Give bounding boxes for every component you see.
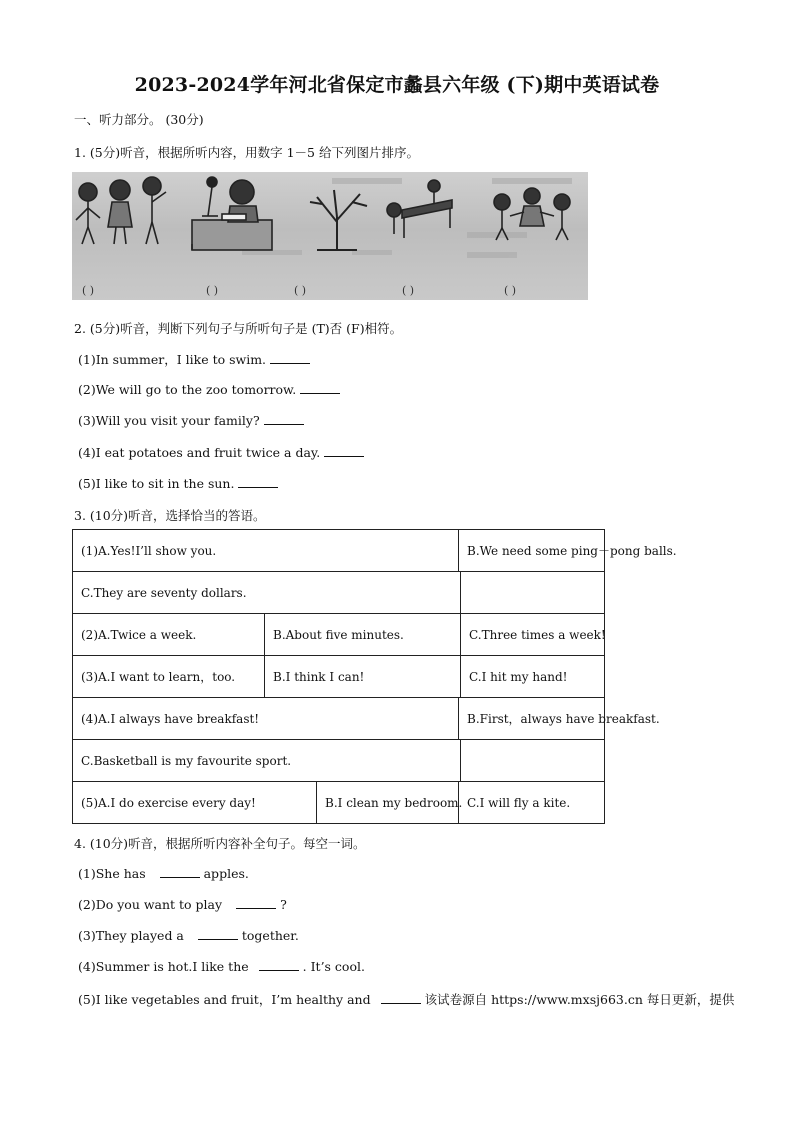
q4-item-text: 该试卷源自 https://www.mxsj663.cn 每日更新，提供: [424, 992, 735, 1007]
q4-item: [78, 896, 287, 912]
option-cell[interactable]: C.They are seventy dollars.: [73, 572, 461, 614]
q1-bracket-2: ( ): [206, 284, 219, 297]
q2-item-text: (1)In summer，I like to swim.: [78, 352, 267, 367]
answer-blank[interactable]: [160, 865, 200, 878]
q2-item: [78, 350, 310, 368]
q2-item: [78, 444, 364, 460]
option-cell[interactable]: B.First，always have breakfast.: [459, 698, 605, 740]
picture-tree: [310, 190, 367, 250]
option-cell[interactable]: C.I will fly a kite.: [459, 782, 605, 824]
q4-item-text: (1)She has: [78, 866, 146, 881]
option-cell[interactable]: B.I think I can!: [265, 656, 461, 698]
q1-bracket-4: ( ): [402, 284, 415, 297]
q4-item-text: (5)I like vegetables and fruit，I’m healthy and: [78, 992, 371, 1007]
picture-ping-pong: [387, 180, 452, 238]
table-row: [73, 740, 605, 782]
option-cell[interactable]: C.I hit my hand!: [461, 656, 605, 698]
q2-item: [78, 475, 278, 491]
q4-item-text: together.: [241, 928, 299, 943]
q1-illustration: [72, 172, 588, 300]
answer-blank[interactable]: [198, 927, 238, 940]
answer-blank[interactable]: [236, 896, 276, 909]
answer-blank[interactable]: [324, 444, 364, 457]
section-heading: 一、听力部分。 (30分): [74, 112, 204, 127]
q2-item-text: (3)Will you visit your family?: [78, 413, 260, 428]
option-cell[interactable]: C.Three times a week!: [461, 614, 605, 656]
q1-bracket-3: ( ): [294, 284, 307, 297]
q4-item-text: apples.: [203, 866, 249, 881]
option-cell[interactable]: C.Basketball is my favourite sport.: [73, 740, 461, 782]
q3-options-table: [72, 529, 677, 824]
q1-bracket-1: ( ): [82, 284, 95, 297]
table-row: [73, 656, 605, 698]
table-row: [73, 530, 605, 572]
option-cell[interactable]: B.About five minutes.: [265, 614, 461, 656]
answer-blank[interactable]: [381, 991, 421, 1004]
q4-prompt: 4. (10分)听音，根据所听内容补全句子。每空一词。: [74, 836, 366, 851]
q2-item-text: (5)I like to sit in the sun.: [78, 476, 235, 491]
q4-item: [78, 990, 734, 1008]
q2-prompt: 2. (5分)听音，判断下列句子与所听句子是 (T)否 (F)相符。: [74, 321, 403, 336]
table-row: [73, 572, 605, 614]
q3-prompt: 3. (10分)听音，选择恰当的答语。: [74, 508, 266, 523]
q4-item-text: ?: [280, 897, 287, 912]
q4-item: [78, 865, 249, 881]
q2-item-text: (4)I eat potatoes and fruit twice a day.: [78, 445, 321, 460]
option-cell[interactable]: (2)A.Twice a week.: [73, 614, 265, 656]
option-cell[interactable]: B.We need some ping－pong balls.: [459, 530, 605, 572]
q2-item: [78, 381, 340, 397]
answer-blank[interactable]: [270, 351, 310, 364]
option-cell[interactable]: B.I clean my bedroom.: [317, 782, 459, 824]
q1-bracket-5: ( ): [504, 284, 517, 297]
option-cell: [461, 740, 605, 782]
option-cell[interactable]: (3)A.I want to learn，too.: [73, 656, 265, 698]
q4-item-text: (3)They played a: [78, 928, 184, 943]
q1-prompt: 1. (5分)听音，根据所听内容，用数字 1－5 给下列图片排序。: [74, 145, 419, 160]
q4-item: [78, 958, 365, 974]
q2-item-text: (2)We will go to the zoo tomorrow.: [78, 382, 297, 397]
q4-item-text: (4)Summer is hot.I like the: [78, 959, 249, 974]
option-cell[interactable]: (1)A.Yes!I’ll show you.: [73, 530, 459, 572]
q1-picture-strip: [72, 172, 588, 300]
picture-reading-desk: [192, 177, 272, 250]
option-cell[interactable]: (5)A.I do exercise every day!: [73, 782, 317, 824]
picture-children: [76, 177, 166, 244]
table-row: [73, 782, 605, 824]
q2-item: [78, 412, 304, 428]
answer-blank[interactable]: [259, 958, 299, 971]
table-row: [73, 614, 605, 656]
answer-blank[interactable]: [264, 412, 304, 425]
answer-blank[interactable]: [300, 381, 340, 394]
q4-item: [78, 927, 299, 943]
option-cell[interactable]: (4)A.I always have breakfast!: [73, 698, 459, 740]
q4-item-text: (2)Do you want to play: [78, 897, 223, 912]
table-row: [73, 698, 605, 740]
option-cell: [461, 572, 605, 614]
q4-item-text: . It’s cool.: [302, 959, 365, 974]
exam-title: 2023-2024学年河北省保定市蠡县六年级 (下)期中英语试卷: [134, 74, 660, 96]
answer-blank[interactable]: [238, 475, 278, 488]
